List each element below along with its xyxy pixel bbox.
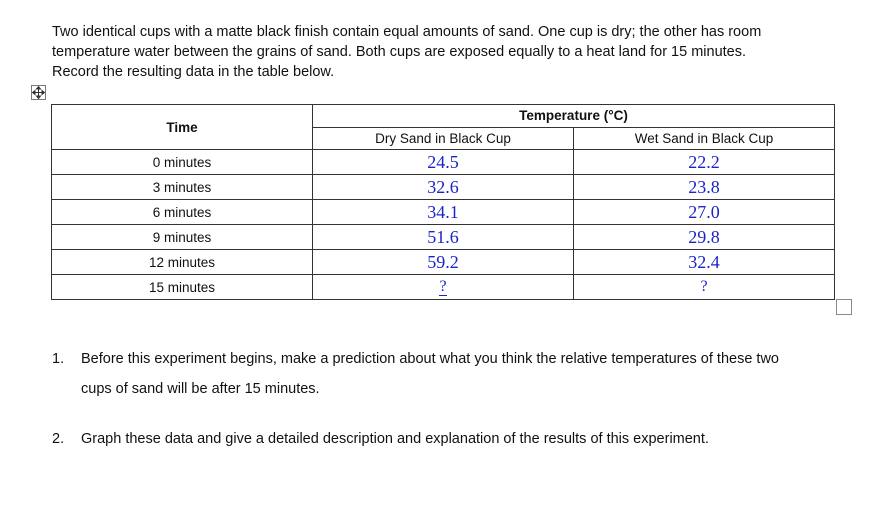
table-row	[52, 175, 835, 200]
table-row	[52, 275, 835, 300]
dry-unknown-value: ?	[439, 278, 447, 295]
table-row	[52, 150, 835, 175]
wet-value-cell[interactable]: 27.0	[574, 200, 835, 225]
intro-line-3: Record the resulting data in the table below.	[52, 64, 335, 80]
question-number: 2.	[52, 431, 65, 447]
dry-value-cell[interactable]	[313, 275, 574, 300]
wet-value-cell[interactable]: 32.4	[574, 250, 835, 275]
dry-value-cell[interactable]: 24.5	[313, 150, 574, 175]
temperature-table	[51, 104, 835, 300]
question-1	[52, 344, 852, 404]
dry-value-cell[interactable]: 59.2	[313, 250, 574, 275]
dry-value-cell[interactable]: 32.6	[313, 175, 574, 200]
intro-paragraph	[52, 22, 842, 82]
time-cell: 15 minutes	[52, 275, 313, 300]
time-cell: 12 minutes	[52, 250, 313, 275]
dry-value-cell[interactable]: 34.1	[313, 200, 574, 225]
table-row	[52, 250, 835, 275]
wet-value-cell[interactable]: 23.8	[574, 175, 835, 200]
wet-value-cell[interactable]: ?	[574, 275, 835, 300]
wet-value-cell[interactable]: 29.8	[574, 225, 835, 250]
wet-sand-header: Wet Sand in Black Cup	[574, 127, 835, 150]
table-header-row	[52, 105, 835, 128]
wet-value-cell[interactable]: 22.2	[574, 150, 835, 175]
question-line: Before this experiment begins, make a prediction about what you think the relative temperatures of these two	[81, 351, 779, 367]
intro-line-2: temperature water between the grains of sand. Both cups are exposed equally to a heat land for 15 minutes.	[52, 44, 747, 60]
dry-value-cell[interactable]: 51.6	[313, 225, 574, 250]
time-column-header: Time	[52, 105, 313, 150]
table-move-handle-icon[interactable]	[31, 85, 46, 100]
table-resize-handle-icon[interactable]	[836, 299, 852, 315]
time-cell: 3 minutes	[52, 175, 313, 200]
table-row	[52, 225, 835, 250]
intro-line-1: Two identical cups with a matte black finish contain equal amounts of sand. One cup is dry; the other has room	[52, 24, 762, 40]
question-2	[52, 424, 852, 454]
time-cell: 6 minutes	[52, 200, 313, 225]
temperature-header: Temperature (°C)	[313, 105, 835, 128]
dry-sand-header: Dry Sand in Black Cup	[313, 127, 574, 150]
time-cell: 9 minutes	[52, 225, 313, 250]
question-line: Graph these data and give a detailed description and explanation of the results of this experiment.	[81, 431, 709, 447]
time-cell: 0 minutes	[52, 150, 313, 175]
question-number: 1.	[52, 351, 65, 367]
question-line: cups of sand will be after 15 minutes.	[81, 381, 320, 397]
move-arrows-icon	[32, 86, 45, 99]
table-row	[52, 200, 835, 225]
